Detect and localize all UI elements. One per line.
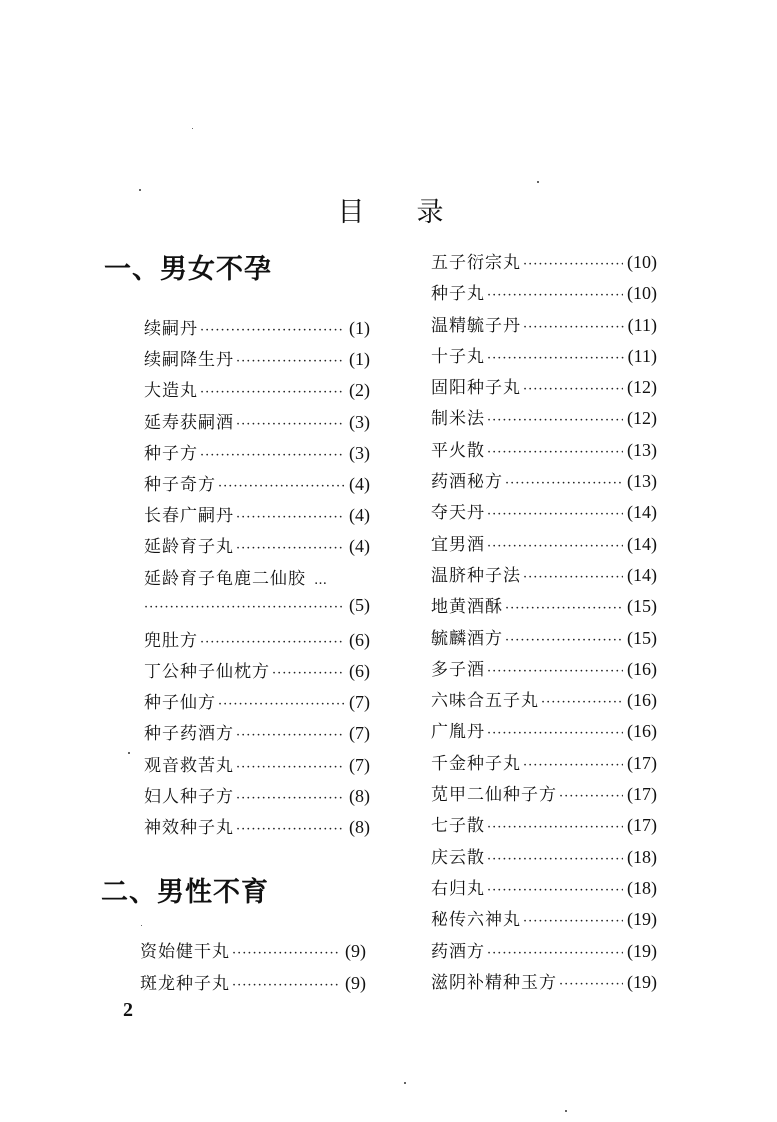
toc-leader-dots	[487, 507, 623, 522]
toc-entry[interactable]	[431, 717, 657, 748]
toc-entry[interactable]	[144, 626, 370, 657]
toc-page-number: (14)	[627, 564, 657, 585]
toc-leader-dots	[487, 351, 624, 366]
toc-entry-name: 滋阴补精种玉方	[431, 972, 557, 993]
toc-page-number: (13)	[627, 439, 657, 460]
toc-entry[interactable]	[431, 561, 657, 592]
toc-leader-dots	[236, 822, 345, 837]
toc-entry-name: 神效种子丸	[144, 818, 234, 838]
toc-page-number: (11)	[627, 314, 657, 335]
toc-entry[interactable]	[431, 937, 657, 968]
toc-entry[interactable]	[144, 345, 370, 376]
scan-speck	[404, 1082, 406, 1084]
toc-leader-dots	[523, 320, 624, 335]
toc-entry-name: 千金种子丸	[431, 753, 521, 774]
scan-speck	[192, 128, 193, 129]
toc-entry[interactable]	[431, 342, 657, 373]
toc-leader-dots	[236, 417, 345, 432]
toc-entry-name: 广胤丹	[431, 722, 485, 743]
toc-entry[interactable]	[144, 376, 370, 407]
toc-entry-name: 地黄酒酥	[431, 597, 503, 618]
toc-entry-name: 制米法	[431, 409, 485, 430]
toc-leader-dots	[232, 946, 341, 961]
toc-leader-dots	[523, 257, 623, 272]
scan-speck	[141, 925, 142, 926]
toc-entry-name: 种子方	[144, 443, 198, 464]
toc-page-number: (16)	[627, 690, 657, 711]
toc-entry-name: 种子药酒方	[144, 724, 234, 745]
toc-page-number: (8)	[349, 785, 370, 806]
toc-entry-name: 温脐种子法	[431, 565, 521, 586]
toc-entry-name: 大造丸	[144, 381, 198, 402]
toc-entry[interactable]	[431, 624, 657, 655]
toc-page-number: (1)	[349, 349, 370, 370]
toc-entry-name: 兜肚方	[144, 630, 198, 651]
toc-leader-dots	[505, 476, 623, 491]
toc-entry[interactable]	[144, 470, 370, 501]
toc-page-number: (9)	[345, 973, 366, 993]
toc-entry[interactable]	[431, 811, 657, 842]
toc-entry[interactable]	[431, 248, 657, 279]
toc-entry[interactable]	[431, 467, 657, 498]
section-heading-infertility: 一、男女不孕	[104, 254, 272, 285]
toc-page-number: (19)	[627, 909, 657, 930]
toc-entry-name: 续嗣降生丹	[144, 350, 234, 371]
toc-page-number: (2)	[349, 380, 370, 401]
toc-leader-dots	[487, 820, 623, 835]
toc-page-number: (10)	[627, 252, 657, 272]
toc-page-number: (9)	[345, 941, 366, 961]
toc-entry-name: 宜男酒	[431, 534, 485, 555]
toc-entry[interactable]	[431, 311, 657, 342]
toc-entry[interactable]	[431, 498, 657, 529]
toc-page-number: (17)	[627, 815, 657, 836]
toc-page-number: (19)	[627, 971, 657, 992]
toc-page-number: (4)	[349, 473, 370, 494]
toc-entry[interactable]	[431, 749, 657, 780]
toc-entry-name: 丁公种子仙枕方	[144, 662, 270, 683]
page-title: 目录	[337, 197, 496, 229]
toc-entry[interactable]	[431, 404, 657, 435]
toc-entry[interactable]	[431, 874, 657, 905]
toc-entry-name: 七子散	[431, 816, 485, 837]
toc-entry[interactable]	[140, 969, 366, 1001]
toc-page-number: (14)	[627, 533, 657, 554]
toc-entry[interactable]	[431, 373, 657, 404]
toc-entry[interactable]	[144, 751, 370, 782]
toc-leader-dots	[272, 666, 345, 681]
toc-entry[interactable]	[144, 813, 370, 844]
toc-entry[interactable]	[144, 501, 370, 532]
toc-entry[interactable]	[144, 782, 370, 813]
toc-leader-dots	[487, 946, 623, 961]
toc-entry-name: 多子酒	[431, 659, 485, 680]
toc-page-number: (3)	[349, 411, 370, 432]
toc-entry-name: 夺天丹	[431, 503, 485, 524]
toc-entry-name: 延龄育子丸	[144, 537, 234, 558]
toc-entry-name: 温精毓子丹	[431, 315, 521, 336]
toc-entry[interactable]	[144, 408, 370, 439]
toc-page-number: (6)	[349, 629, 370, 650]
toc-entry[interactable]	[144, 532, 370, 563]
toc-entry-name: 药酒秘方	[431, 472, 503, 493]
toc-page-number: (12)	[627, 377, 657, 398]
toc-leader-dots	[559, 789, 623, 804]
toc-leader-dots	[236, 728, 345, 743]
toc-entry-continuation[interactable]	[144, 595, 370, 626]
toc-page-number: (11)	[627, 345, 657, 366]
toc-entry[interactable]	[431, 592, 657, 623]
toc-page-number: (10)	[627, 283, 657, 304]
toc-entry-name: 毓麟酒方	[431, 628, 503, 649]
toc-leader-dots	[200, 385, 345, 400]
toc-entry-name: 六味合五子丸	[431, 691, 539, 712]
toc-leader-dots	[523, 382, 623, 397]
toc-entry-name: 延龄育子龟鹿二仙胶	[144, 568, 306, 589]
toc-leader-dots	[505, 601, 623, 616]
toc-leader-dots	[236, 510, 345, 525]
toc-leader-dots	[487, 664, 623, 679]
toc-leader-dots	[523, 570, 623, 585]
toc-page-number: (8)	[349, 817, 370, 837]
toc-leader-dots	[236, 541, 345, 556]
toc-entry-name: 种子丸	[431, 284, 485, 305]
toc-leader-dots	[523, 914, 623, 929]
toc-entry-name: 十子丸	[431, 346, 485, 367]
toc-page-number: (7)	[349, 723, 370, 744]
toc-leader-dots	[487, 539, 623, 554]
toc-page-number: (15)	[627, 596, 657, 617]
toc-list-section-2-left	[140, 937, 366, 1001]
toc-entry-name: 妇人种子方	[144, 786, 234, 807]
toc-entry-name: 平火散	[431, 440, 485, 461]
toc-entry-name: 资始健干丸	[140, 942, 230, 962]
toc-leader-dots: …	[314, 572, 328, 588]
toc-entry[interactable]	[431, 843, 657, 874]
toc-leader-dots	[236, 791, 345, 806]
toc-entry-name: 种子奇方	[144, 474, 216, 495]
toc-entry[interactable]	[140, 937, 366, 969]
toc-page-number: (6)	[349, 661, 370, 682]
toc-entry-name: 斑龙种子丸	[140, 974, 230, 994]
toc-entry[interactable]	[144, 719, 370, 750]
toc-leader-dots	[487, 726, 623, 741]
toc-page-number: (7)	[349, 692, 370, 713]
toc-entry-name: 观音救苦丸	[144, 755, 234, 776]
toc-leader-dots	[487, 445, 623, 460]
scan-speck	[537, 181, 539, 183]
toc-entry-name: 五子衍宗丸	[431, 253, 521, 273]
section-heading-male-infertility: 二、男性不育	[101, 877, 269, 908]
toc-page-number: (1)	[349, 318, 370, 338]
toc-entry[interactable]	[144, 688, 370, 719]
toc-entry[interactable]	[144, 314, 370, 345]
toc-entry[interactable]	[431, 655, 657, 686]
toc-page-number: (17)	[627, 784, 657, 805]
toc-page-number: (19)	[627, 940, 657, 961]
toc-entry-name: 长春广嗣丹	[144, 506, 234, 527]
toc-entry-name: 延寿获嗣酒	[144, 412, 234, 433]
toc-entry-name: 固阳种子丸	[431, 378, 521, 399]
toc-leader-dots	[487, 852, 623, 867]
toc-page-number: (14)	[627, 502, 657, 523]
toc-list-section-2-right	[431, 248, 657, 999]
toc-entry-name: 续嗣丹	[144, 319, 198, 339]
toc-page-number: (3)	[349, 442, 370, 463]
toc-entry[interactable]	[431, 686, 657, 717]
scan-speck	[139, 189, 141, 191]
toc-leader-dots	[505, 633, 623, 648]
toc-page-number: (15)	[627, 627, 657, 648]
page-number: 2	[123, 999, 133, 1021]
toc-page-number: (13)	[627, 471, 657, 492]
toc-entry-name: 右归丸	[431, 878, 485, 899]
toc-entry[interactable]	[431, 279, 657, 310]
toc-page-number: (4)	[349, 505, 370, 526]
toc-leader-dots	[236, 760, 345, 775]
toc-page-number: (16)	[627, 721, 657, 742]
toc-entry[interactable]	[431, 968, 657, 999]
toc-page-number: (16)	[627, 658, 657, 679]
toc-leader-dots	[487, 413, 623, 428]
toc-leader-dots	[487, 883, 623, 898]
toc-leader-dots	[200, 323, 345, 338]
toc-leader-dots	[487, 288, 623, 303]
toc-entry-name: 药酒方	[431, 941, 485, 962]
toc-page-number: (12)	[627, 408, 657, 429]
toc-entry-name: 庆云散	[431, 847, 485, 868]
toc-page-number: (5)	[349, 594, 370, 615]
toc-entry[interactable]	[431, 530, 657, 561]
toc-page-number: (18)	[627, 877, 657, 898]
toc-entry-name: 苋甲二仙种子方	[431, 785, 557, 806]
toc-leader-dots	[232, 978, 341, 993]
toc-entry[interactable]	[144, 564, 370, 595]
toc-page-number: (18)	[627, 846, 657, 867]
toc-leader-dots	[200, 635, 345, 650]
toc-list-section-1	[144, 314, 370, 844]
toc-leader-dots	[144, 600, 345, 615]
toc-page-number: (7)	[349, 754, 370, 775]
toc-leader-dots	[218, 697, 345, 712]
scan-speck	[128, 752, 130, 754]
toc-entry[interactable]	[431, 436, 657, 467]
toc-leader-dots	[523, 758, 623, 773]
toc-page-number: (17)	[627, 752, 657, 773]
toc-entry[interactable]	[144, 657, 370, 688]
toc-leader-dots	[236, 354, 345, 369]
toc-entry-name: 种子仙方	[144, 693, 216, 714]
toc-leader-dots	[200, 448, 345, 463]
toc-leader-dots	[559, 977, 623, 992]
scan-speck	[565, 1110, 567, 1112]
toc-entry[interactable]	[431, 780, 657, 811]
toc-entry-name: 秘传六神丸	[431, 910, 521, 931]
toc-leader-dots	[541, 695, 623, 710]
toc-page-number: (4)	[349, 536, 370, 557]
toc-leader-dots	[218, 479, 345, 494]
toc-entry[interactable]	[431, 905, 657, 936]
toc-entry[interactable]	[144, 439, 370, 470]
